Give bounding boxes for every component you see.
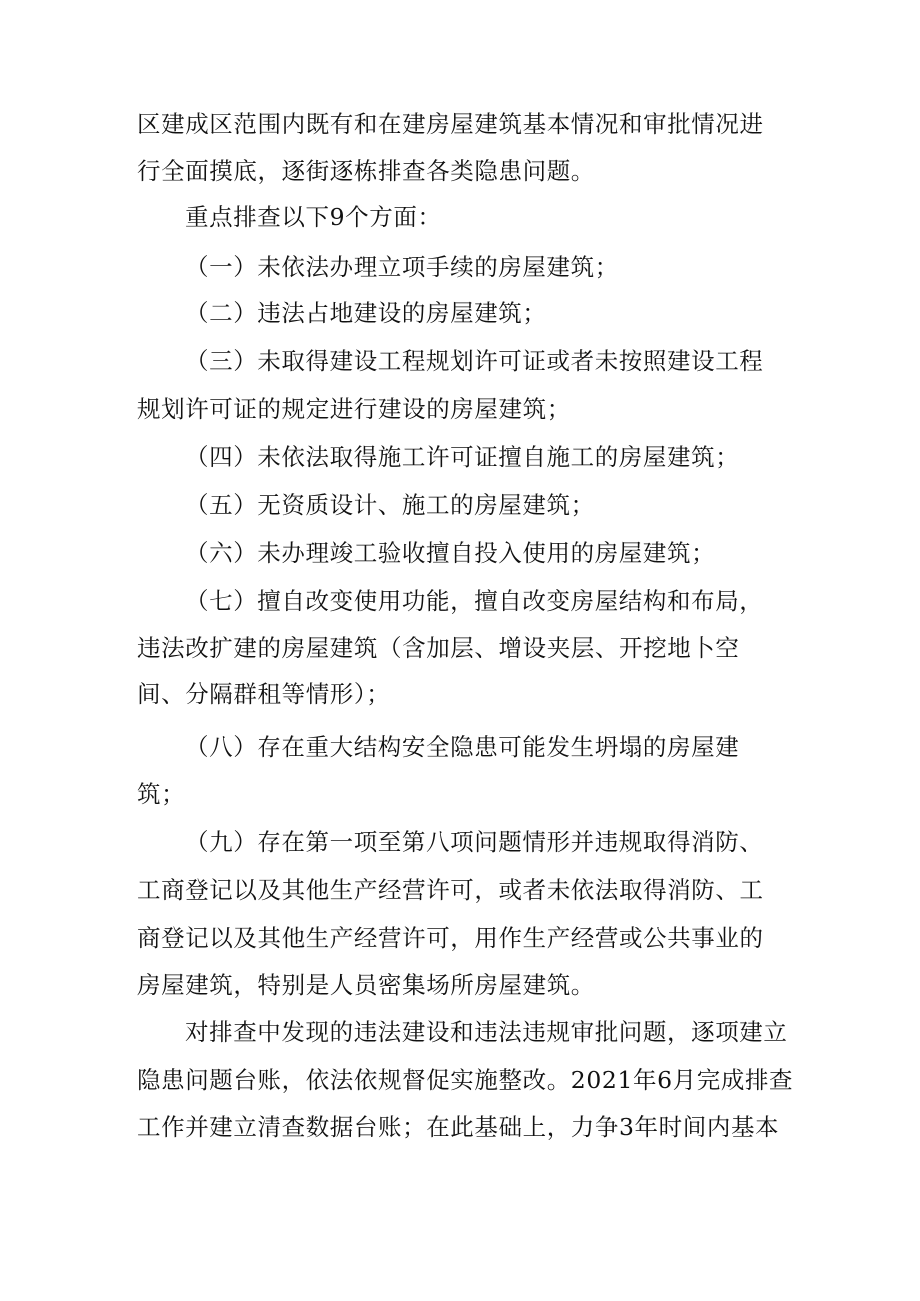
text-line: （六）未办理竣工验收擅自投入使用的房屋建筑； — [185, 539, 716, 567]
text-line: （二）违法占地建设的房屋建筑； — [185, 299, 547, 327]
text-line: 行全面摸底，逐街逐栋排查各类隐患问题。 — [137, 157, 595, 185]
text-line: 工作并建立清查数据台账；在此基础上，力争3年时间内基本 — [137, 1113, 780, 1141]
text-line: （五）无资质设计、施工的房屋建筑； — [185, 491, 595, 519]
text-line: 对排查中发现的违法建设和违法违规审批问题，逐项建立 — [185, 1018, 788, 1046]
text-line: 房屋建筑，特别是人员密集场所房屋建筑。 — [137, 971, 595, 999]
text-line: （四）未依法取得施工许可证擅自施工的房屋建筑； — [185, 443, 740, 471]
text-line: 规划许可证的规定进行建设的房屋建筑； — [137, 395, 571, 423]
text-line: （九）存在第一项至第八项问题情形并违规取得消防、 — [185, 828, 764, 856]
text-line: （一）未依法办理立项手续的房屋建筑； — [185, 253, 619, 281]
text-line: （七）擅自改变使用功能，擅自改变房屋结构和布局， — [185, 587, 764, 615]
text-line: 违法改扩建的房屋建筑（含加层、增设夹层、开挖地卜空 — [137, 634, 740, 662]
text-line: 工商登记以及其他生产经营许可，或者未依法取得消防、工 — [137, 876, 764, 904]
text-line: （八）存在重大结构安全隐患可能发生坍塌的房屋建 — [185, 733, 740, 761]
text-line: 重点排查以下9个方面： — [185, 203, 442, 231]
text-line: 区建成区范围内既有和在建房屋建筑基本情况和审批情况进 — [137, 110, 764, 138]
text-line: 隐患问题台账，依法依规督促实施整改。2021年6月完成排查 — [137, 1066, 794, 1094]
text-line: 商登记以及其他生产经营许可，用作生产经营或公共事业的 — [137, 924, 764, 952]
text-line: 筑； — [137, 780, 186, 808]
text-line: 间、分隔群租等情形）； — [137, 680, 391, 708]
text-line: （三）未取得建设工程规划许可证或者未按照建设工程 — [185, 347, 764, 375]
